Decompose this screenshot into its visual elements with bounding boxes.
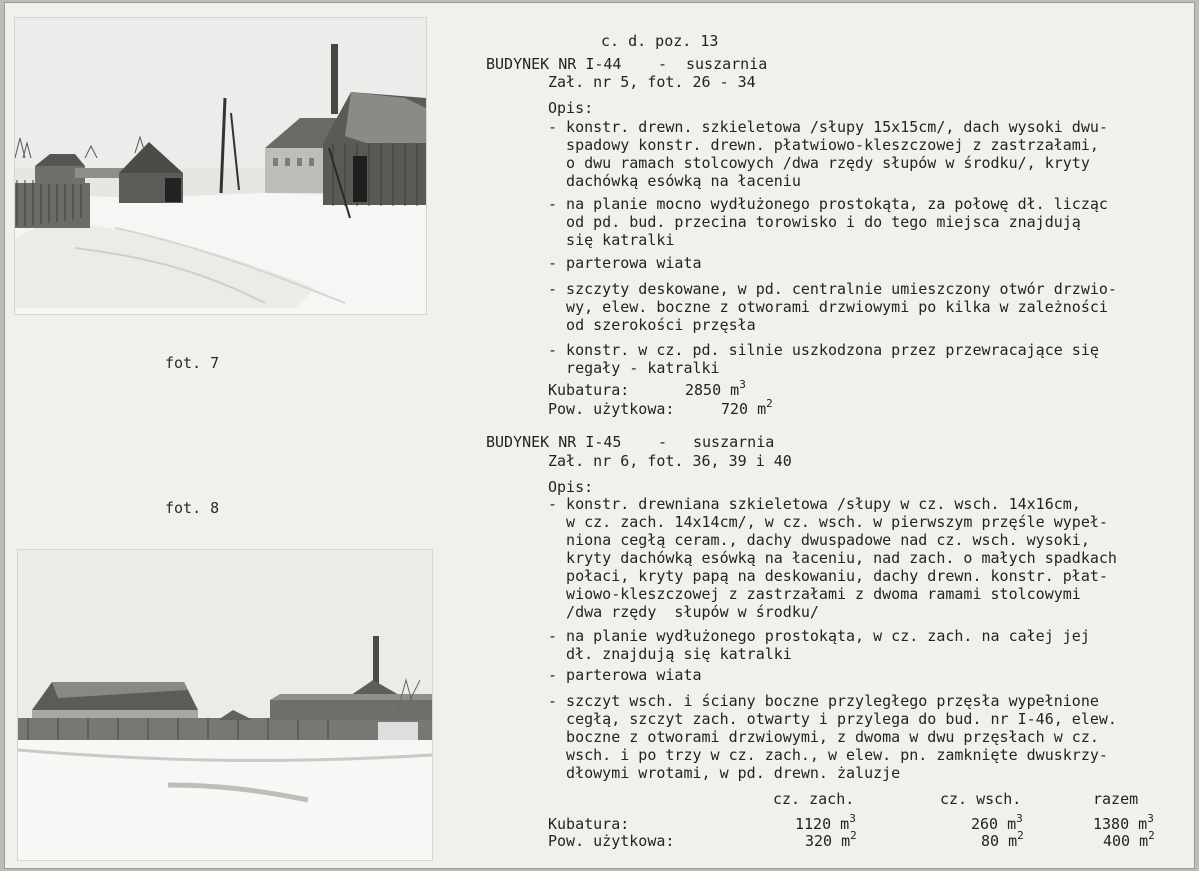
b2-dash: - bbox=[658, 433, 668, 451]
b2-item-1-line-6: wiowo-kleszczowej z zastrzałami z dwoma ramami stolcowymi bbox=[548, 585, 1081, 603]
b2-item-2-line-1: - na planie wydłużonego prostokąta, w cz. zach. na całej jej bbox=[548, 627, 1090, 645]
b1-item-1-line-3: o dwu ramach stolcowych /dwa rzędy słupów w środku/, kryty bbox=[548, 154, 1090, 172]
b2-title: BUDYNEK NR I-45 bbox=[486, 433, 622, 451]
b2-attachment: Zał. nr 6, fot. 36, 39 i 40 bbox=[548, 452, 792, 470]
position-reference: c. d. poz. 13 bbox=[601, 32, 719, 50]
b2-kubatura-razem: 1380 $m^3$ bbox=[1093, 812, 1154, 833]
b1-item-1-line-2: spadowy konstr. drewn. płatwiowo-kleszczowej z zastrzałami, bbox=[548, 136, 1099, 154]
b2-item-4-line-5: dłowymi wrotami, w pd. drewn. żaluzje bbox=[548, 764, 901, 782]
b1-kubatura-label: Kubatura: bbox=[548, 381, 630, 399]
b2-item-3-line-1: - parterowa wiata bbox=[548, 666, 702, 684]
b1-item-4-line-2: wy, elew. boczne z otworami drzwiowymi po kilka w zależności bbox=[548, 298, 1108, 316]
b2-type: suszarnia bbox=[693, 433, 775, 451]
b1-item-2-line-1: - na planie mocno wydłużonego prostokąta, za połowę dł. licząc bbox=[548, 195, 1108, 213]
b2-kubatura-wsch: 260 $m^3$ bbox=[971, 812, 1023, 833]
b1-type: suszarnia bbox=[686, 55, 768, 73]
b2-pow-zach: 320 $m^2$ bbox=[805, 829, 857, 850]
b1-item-1-line-1: - konstr. drewn. szkieletowa /słupy 15x15cm/, dach wysoki dwu- bbox=[548, 118, 1108, 136]
document-page bbox=[4, 2, 1195, 869]
b2-item-1-line-4: kryty dachówką esówką na łaceniu, nad zach. o małych spadkach bbox=[548, 549, 1117, 567]
b1-item-4-line-1: - szczyty deskowane, w pd. centralnie umieszczony otwór drzwio- bbox=[548, 280, 1117, 298]
b2-pow-razem: 400 $m^2$ bbox=[1103, 829, 1155, 850]
b1-item-2-line-2: od pd. bud. przecina torowisko i do tego miejsca znajdują bbox=[548, 213, 1081, 231]
b2-kubatura-zach: 1120 $m^3$ bbox=[795, 812, 856, 833]
b1-attachment: Zał. nr 5, fot. 26 - 34 bbox=[548, 73, 756, 91]
b1-opis-label: Opis: bbox=[548, 99, 594, 117]
b1-item-4-line-3: od szerokości przęsła bbox=[548, 316, 756, 334]
b2-item-4-line-2: cegłą, szczyt zach. otwarty i przylega do bud. nr I-46, elew. bbox=[548, 710, 1117, 728]
b1-item-2-line-3: się katralki bbox=[548, 231, 675, 249]
b2-col-header-zach: cz. zach. bbox=[773, 790, 855, 808]
b2-row-kubatura-label: Kubatura: bbox=[548, 815, 630, 833]
b2-col-header-razem: razem bbox=[1093, 790, 1139, 808]
b2-item-1-line-5: połaci, kryty papą na deskowaniu, dachy drewn. konstr. płat- bbox=[548, 567, 1108, 585]
photo-fot8 bbox=[17, 549, 433, 861]
b1-item-5-line-2: regały - katralki bbox=[548, 359, 720, 377]
photo-fot7 bbox=[14, 17, 427, 315]
b1-pow-value: 720 $m^2$ bbox=[721, 397, 773, 418]
b1-item-1-line-4: dachówką esówką na łaceniu bbox=[548, 172, 801, 190]
b1-title: BUDYNEK NR I-44 bbox=[486, 55, 622, 73]
caption-fot7: fot. 7 bbox=[165, 354, 220, 372]
b2-item-1-line-1: - konstr. drewniana szkieletowa /słupy w cz. wsch. 14x16cm, bbox=[548, 495, 1081, 513]
b2-pow-wsch: 80 $m^2$ bbox=[981, 829, 1024, 850]
b1-kubatura-value: 2850 $m^3$ bbox=[685, 378, 746, 399]
b1-pow-label: Pow. użytkowa: bbox=[548, 400, 675, 418]
b2-row-pow-label: Pow. użytkowa: bbox=[548, 832, 675, 850]
b1-dash: - bbox=[658, 55, 668, 73]
b2-item-4-line-3: boczne z otworami drzwiowymi, z dwoma w dwu przęsłach w cz. bbox=[548, 728, 1099, 746]
b2-item-4-line-1: - szczyt wsch. i ściany boczne przyległego przęsła wypełnione bbox=[548, 692, 1099, 710]
caption-fot8: fot. 8 bbox=[165, 499, 220, 517]
b1-item-5-line-1: - konstr. w cz. pd. silnie uszkodzona przez przewracające się bbox=[548, 341, 1099, 359]
b2-opis-label: Opis: bbox=[548, 478, 594, 496]
b2-item-2-line-2: dł. znajdują się katralki bbox=[548, 645, 792, 663]
b1-item-3-line-1: - parterowa wiata bbox=[548, 254, 702, 272]
b2-item-1-line-2: w cz. zach. 14x14cm/, w cz. wsch. w pierwszym przęśle wypeł- bbox=[548, 513, 1108, 531]
b2-item-1-line-3: niona cegłą ceram., dachy dwuspadowe nad cz. wsch. wysoki, bbox=[548, 531, 1090, 549]
b2-item-4-line-4: wsch. i po trzy w cz. zach., w elew. pn. zamknięte dwuskrzy- bbox=[548, 746, 1108, 764]
b2-item-1-line-7: /dwa rzędy słupów w środku/ bbox=[548, 603, 819, 621]
b2-col-header-wsch: cz. wsch. bbox=[940, 790, 1022, 808]
